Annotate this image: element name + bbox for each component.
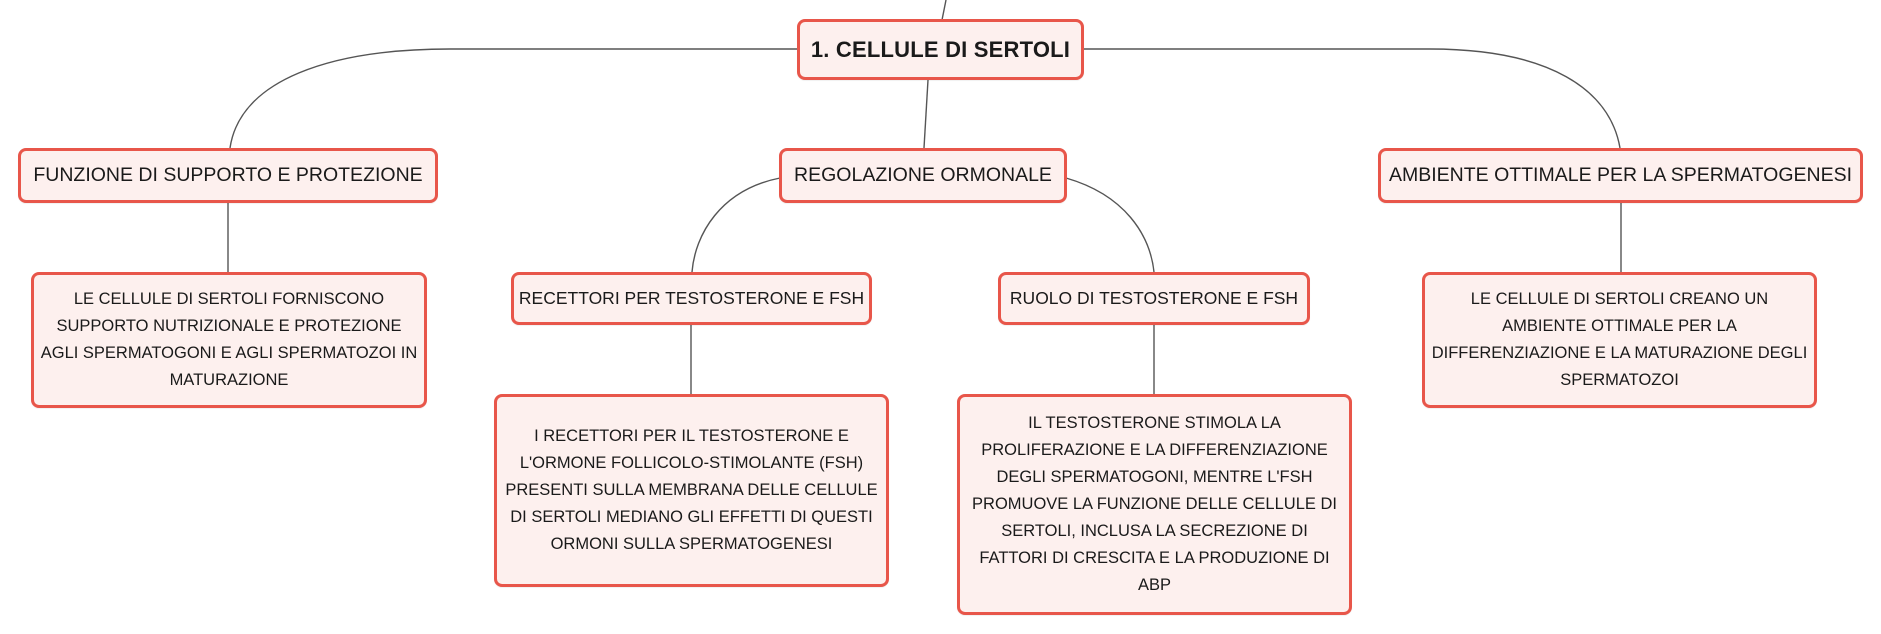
branch-hormonal-regulation[interactable]: REGOLAZIONE ORMONALE	[779, 148, 1067, 203]
sub-receptors-testosterone-fsh[interactable]: RECETTORI PER TESTOSTERONE E FSH	[511, 272, 872, 325]
sub-role-testosterone-fsh[interactable]: RUOLO DI TESTOSTERONE E FSH	[998, 272, 1310, 325]
branch-optimal-environment[interactable]: AMBIENTE OTTIMALE PER LA SPERMATOGENESI	[1378, 148, 1863, 203]
link-root-support	[230, 49, 798, 148]
leaf-support-protection[interactable]: LE CELLULE DI SERTOLI FORNISCONO SUPPORTO NUTRIZIONALE E PROTEZIONE AGLI SPERMATOGONI E AGLI SPERMATOZOI IN MATURAZIONE	[31, 272, 427, 408]
leaf-optimal-environment[interactable]: LE CELLULE DI SERTOLI CREANO UN AMBIENTE OTTIMALE PER LA DIFFERENZIAZIONE E LA MATURAZIONE DEGLI SPERMATOZOI	[1422, 272, 1817, 408]
leaf-role-description[interactable]: IL TESTOSTERONE STIMOLA LA PROLIFERAZIONE E LA DIFFERENZIAZIONE DEGLI SPERMATOGONI, MENTRE L'FSH PROMUOVE LA FUNZIONE DELLE CELLULE DI SERTOLI, INCLUSA LA SECREZIONE DI FATTORI DI CRESCITA E LA PRODUZIONE DI ABP	[957, 394, 1352, 615]
leaf-receptors-description[interactable]: I RECETTORI PER IL TESTOSTERONE E L'ORMONE FOLLICOLO-STIMOLANTE (FSH) PRESENTI SULLA MEMBRANA DELLE CELLULE DI SERTOLI MEDIANO GLI EFFETTI DI QUESTI ORMONI SULLA SPERMATOGENESI	[494, 394, 889, 587]
link-hormonal-role	[1066, 178, 1154, 272]
root-node[interactable]: 1. CELLULE DI SERTOLI	[797, 19, 1084, 80]
link-root-hormonal	[924, 80, 928, 148]
link-root-environment	[1083, 49, 1620, 148]
branch-support-protection[interactable]: FUNZIONE DI SUPPORTO E PROTEZIONE	[18, 148, 438, 203]
link-hormonal-receptors	[692, 178, 780, 272]
link-parent-root	[942, 0, 946, 20]
